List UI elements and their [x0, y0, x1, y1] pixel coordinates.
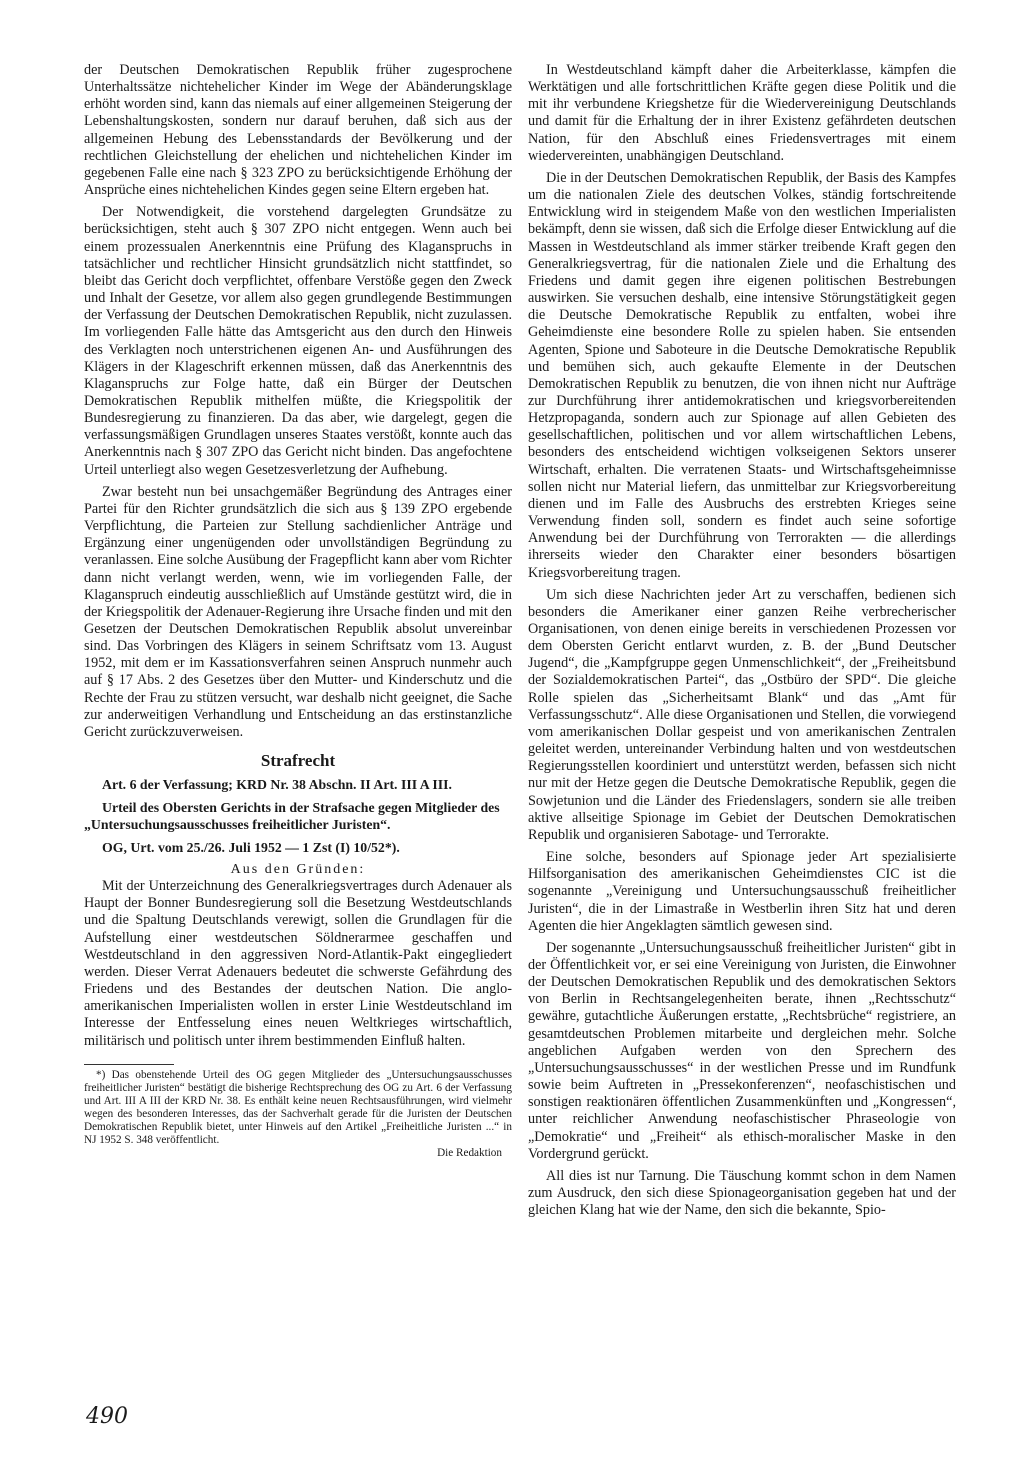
- paragraph: Zwar besteht nun bei unsachgemäßer Begründung des Antrages einer Partei für den Richter grundsätzlich die sich aus § 139 ZPO ergebende Verpflichtung, die Parteien zur Stellung sachdienlicher Anträge und Ergänzung einer ungenügenden oder unvollständigen Begründung zu veranlassen. Eine solche Ausübung der Fragepflicht kann aber vom Richter dann nicht verlangt werden, wenn, wie im vorliegenden Falle, der Klaganspruch eindeutig ausschließlich auf Umstände gestützt wird, die in der Kriegspolitik der Adenauer-Regierung ihre Ursache finden und mit den Gesetzen der Deutschen Demokratischen Republik absolut unvereinbar sind. Das Vorbringen des Klägers in seinem Schriftsatz vom 13. August 1952, mit dem er im Kassationsverfahren seinen Anspruch nunmehr auch auf § 17 Abs. 2 des Gesetzes über den Mutter- und Kinderschutz und die Rechte der Frau zu stützen versucht, war deshalb nicht geeignet, die Sache zur anderweitigen Verhandlung und Entscheidung an das erstinstanzliche Gericht zurückzuverweisen.: [84, 483, 512, 740]
- paragraph: Eine solche, besonders auf Spionage jeder Art spezialisierte Hilfsorganisation des amerikanischen Geheimdienstes CIC ist die sogenannte „Vereinigung und Untersuchungsausschuß freiheitlicher Juristen“, die in der Limastraße in Westberlin ihren Sitz hat und deren Agenten die hier Angeklagten sämtlich gewesen sind.: [528, 849, 956, 934]
- reasons-heading: Aus den Gründen:: [230, 862, 366, 878]
- paragraph: In Westdeutschland kämpft daher die Arbeiterklasse, kämpfen die Werktätigen und alle fortschrittlichen Kräfte gegen diese Politik und die mit ihr verbundene Kriegshetze für die Wiedervereinigung Deutschlands und damit für die Erhaltung der in ihrer Existenz gefährdeten deutschen Nation, für den Abschluß eines Friedensvertrages mit einem wiedervereinten, unabhängigen Deutschland.: [528, 62, 956, 164]
- footnote: *) Das obenstehende Urteil des OG gegen Mitglieder des „Untersuchungsausschusses freiheitlicher Juristen“ bestätigt die bisherige Rechtsprechung des OG zu Art. 6 der Verfassung und Art. III A III der KRD Nr. 38. Es enthält keine neuen Rechtsausführungen, wird vielmehr wegen des besonderen Interesses, das der Sachverhalt gerade für die Juristen der Deutschen Demokratischen Republik bietet, unter Hinweis auf den Artikel „Freiheitliche Juristen ...“ in NJ 1952 S. 348 veröffentlicht.: [84, 1068, 512, 1146]
- paragraph: Um sich diese Nachrichten jeder Art zu verschaffen, bedienen sich besonders die Amerikaner einer ganzen Reihe verbrecherischer Organisationen, von denen einige bereits in verschiedenen Prozessen vor dem Obersten Gericht entlarvt wurden, z. B. der „Bund Deutscher Jugend“, die „Kampfgruppe gegen Unmenschlichkeit“, der „Freiheitsbund der Sozialdemokratischen Partei“, das „Ostbüro der SPD“. Die gleiche Rolle spielen das „Sicherheitsamt Blank“ und das „Amt für Verfassungsschutz“. Alle diese Organisationen und Stellen, die vorwiegend vom amerikanischen Dollar gespeist und von amerikanischen Zentralen geleitet werden, untereinander Verbindung halten und von westdeutschen Regierungsstellen koordiniert und unterstützt werden, befassen sich nicht nur mit der Hetze gegen die Deutsche Demokratische Republik, gegen die Sowjetunion und die Länder des Friedenslagers, sondern sie alle treiben aktive allseitige Spionage im Gebiet der Deutschen Demokratischen Republik und organisieren Sabotage- und Terrorakte.: [528, 586, 956, 843]
- paragraph: Der Notwendigkeit, die vorstehend dargelegten Grundsätze zu berücksichtigen, steht auch § 307 ZPO nicht entgegen. Wenn auch bei einem prozessualen Anerkenntnis eine Prüfung des Klaganspruchs in tatsächlicher und rechtlicher Hinsicht grundsätzlich nicht stattfindet, so bleibt das Gericht doch verpflichtet, offenbare Verstöße gegen den Zweck und Inhalt der Gesetze, vor allem also gegen grundlegende Bestimmungen der Verfassung der Deutschen Demokratischen Republik, nicht zuzulassen. Im vorliegenden Falle hätte das Amtsgericht aus den durch den Hinweis des Verklagten noch unterstrichenen eigenen An- und Ausführungen des Klägers in der Klageschrift erkennen müssen, daß das Anerkenntnis des Klaganspruchs zur Folge hatte, daß ein Bürger der Deutschen Demokratischen Republik mithelfen müßte, die Kriegspolitik der Bundesregierung zu finanzieren. Da das aber, wie dargelegt, gegen die verfassungsmäßigen Grundlagen unseres Staates verstößt, konnte auch das Anerkenntnis nach § 307 ZPO das Gericht nicht binden. Das angefochtene Urteil unterliegt also wegen Gesetzesverletzung der Aufhebung.: [84, 204, 512, 478]
- paragraph: der Deutschen Demokratischen Republik früher zugesprochene Unterhaltssätze nichtehelicher Kinder im Wege der Abänderungsklage erhöht worden sind, kann das niemals auf einer allgemeinen Steigerung der Lebenshaltungskosten, sondern nur darauf beruhen, daß sich aus der allgemeinen Hebung des Lebensstandards der Bevölkerung und der rechtlichen Gleichstellung der ehelichen und nichtehelichen Kinder im gegebenen Falle eine nach § 323 ZPO zu berücksichtigende Erhöhung der Ansprüche eines nichtehelichen Kindes gegen seine Eltern ergeben hat.: [84, 62, 512, 199]
- statute-reference: Art. 6 der Verfassung; KRD Nr. 38 Abschn. II Art. III A III.: [102, 777, 452, 793]
- paragraph: Mit der Unterzeichnung des Generalkriegsvertrages durch Adenauer als Haupt der Bonner Bundesregierung soll die Besetzung Westdeutschlands und die Spaltung Deutschlands verewigt, sollen die Grundlagen für die Aufstellung einer westdeutschen Söldnerarmee geschaffen und Westdeutschland in den aggressiven Nord-Atlantik-Pakt eingegliedert werden. Dieser Verrat Adenauers bedeutet die schwerste Gefährdung des Friedens und des Bestandes der deutschen Nation. Die anglo-amerikanischen Imperialisten wollen in erster Linie Westdeutschland im Interesse der Entfesselung eines neuen Weltkrieges wirtschaftlich, militärisch und politisch unter ihrem bestimmenden Einfluß halten.: [84, 878, 512, 1049]
- court-reference: OG, Urt. vom 25./26. Juli 1952 — 1 Zst (I) 10/52*).: [102, 840, 400, 856]
- case-title: Urteil des Obersten Gerichts in der Strafsache gegen Mitglieder des „Untersuchungsausschusses freiheitlicher Juristen“.: [84, 800, 500, 833]
- section-heading: Strafrecht: [260, 751, 336, 771]
- paragraph: Der sogenannte „Untersuchungsausschuß freiheitlicher Juristen“ gibt in der Öffentlichkeit vor, er sei eine Vereinigung von Juristen, die Einwohner der Deutschen Demokratischen Republik und des demokratischen Sektors von Berlin in Rechtsangelegenheiten berate, ihnen „Rechtsschutz“ gewähre, gutachtliche Äußerungen erstatte, „Rechtsbrüche“ registriere, an gesamtdeutschen Problemen mitarbeite und dergleichen mehr. Solche angeblichen Aufgaben werden von den Sprechern des „Untersuchungsausschusses“ in der westlichen Presse und im Rundfunk sowie beim Auftreten in „Pressekonferenzen“, neofaschistischen und sonstigen reaktionären öffentlichen Zusammenkünften und „Kongressen“, unter reichlicher Anwendung neofaschistischer Phraseologie von „Demokratie“ und „Freiheit“ als ethisch-moralischer Maske in den Vordergrund gerückt.: [528, 939, 956, 1162]
- paragraph: Die in der Deutschen Demokratischen Republik, der Basis des Kampfes um die nationalen Ziele des deutschen Volkes, ständig fortschreitende Entwicklung wird in steigendem Maße von den westlichen Imperialisten bekämpft, denn sie wissen, daß sich die Erfolge dieser Entwicklung auf die Massen in Westdeutschland als immer stärker treibende Kraft gegen den Generalkriegsvertrag, für die nationalen Ziele und die Erhaltung des Friedens und damit gegen ihre eigenen politischen Bestrebungen auswirken. Sie versuchen deshalb, eine intensive Störungstätigkeit gegen die Deutsche Demokratische Republik zu entfalten, wobei ihre Geheimdienste eine besondere Rolle zu spielen haben. Sie entsenden Agenten, Spione und Saboteure in die Deutsche Demokratische Republik und bemühen sich, auch gekaufte Elemente in der Deutschen Demokratischen Republik zu benutzen, die von ihnen nicht nur Aufträge zur Durchführung ihrer antidemokratischen und kriegsvorbereitenden Hetzpropaganda, sondern auch zur Spionage auf allen Gebieten des gesellschaftlichen, politischen und vor allem wirtschaftlichen Lebens, besonders des entscheidend wichtigen volkseigenen Sektors unserer Wirtschaft, erhalten. Die verratenen Staats- und Wirtschaftsgeheimnisse sollen nicht nur Material liefern, das unmittelbar zur Kriegsvorbereitung dienen und im Falle des Ausbruchs des erstrebten Krieges seine Verwendung finden soll, sondern es findet auch seine sofortige Anwendung bei der Durchführung von Terrorakten — die allerdings ihrerseits wieder den Charakter einer besonders bösartigen Kriegsvorbereitung tragen.: [528, 169, 956, 581]
- paragraph: All dies ist nur Tarnung. Die Täuschung kommt schon in dem Namen zum Ausdruck, den sich diese Spionageorganisation gegeben hat und der gleichen Klang hat wie der Name, den sich die bekannte, Spio-: [528, 1167, 956, 1219]
- footnote-signature: Die Redaktion: [437, 1146, 502, 1159]
- page-number: 490: [86, 1404, 128, 1429]
- right-column: [528, 62, 956, 1219]
- left-column: [84, 62, 512, 1160]
- footnote-divider: [84, 1064, 174, 1065]
